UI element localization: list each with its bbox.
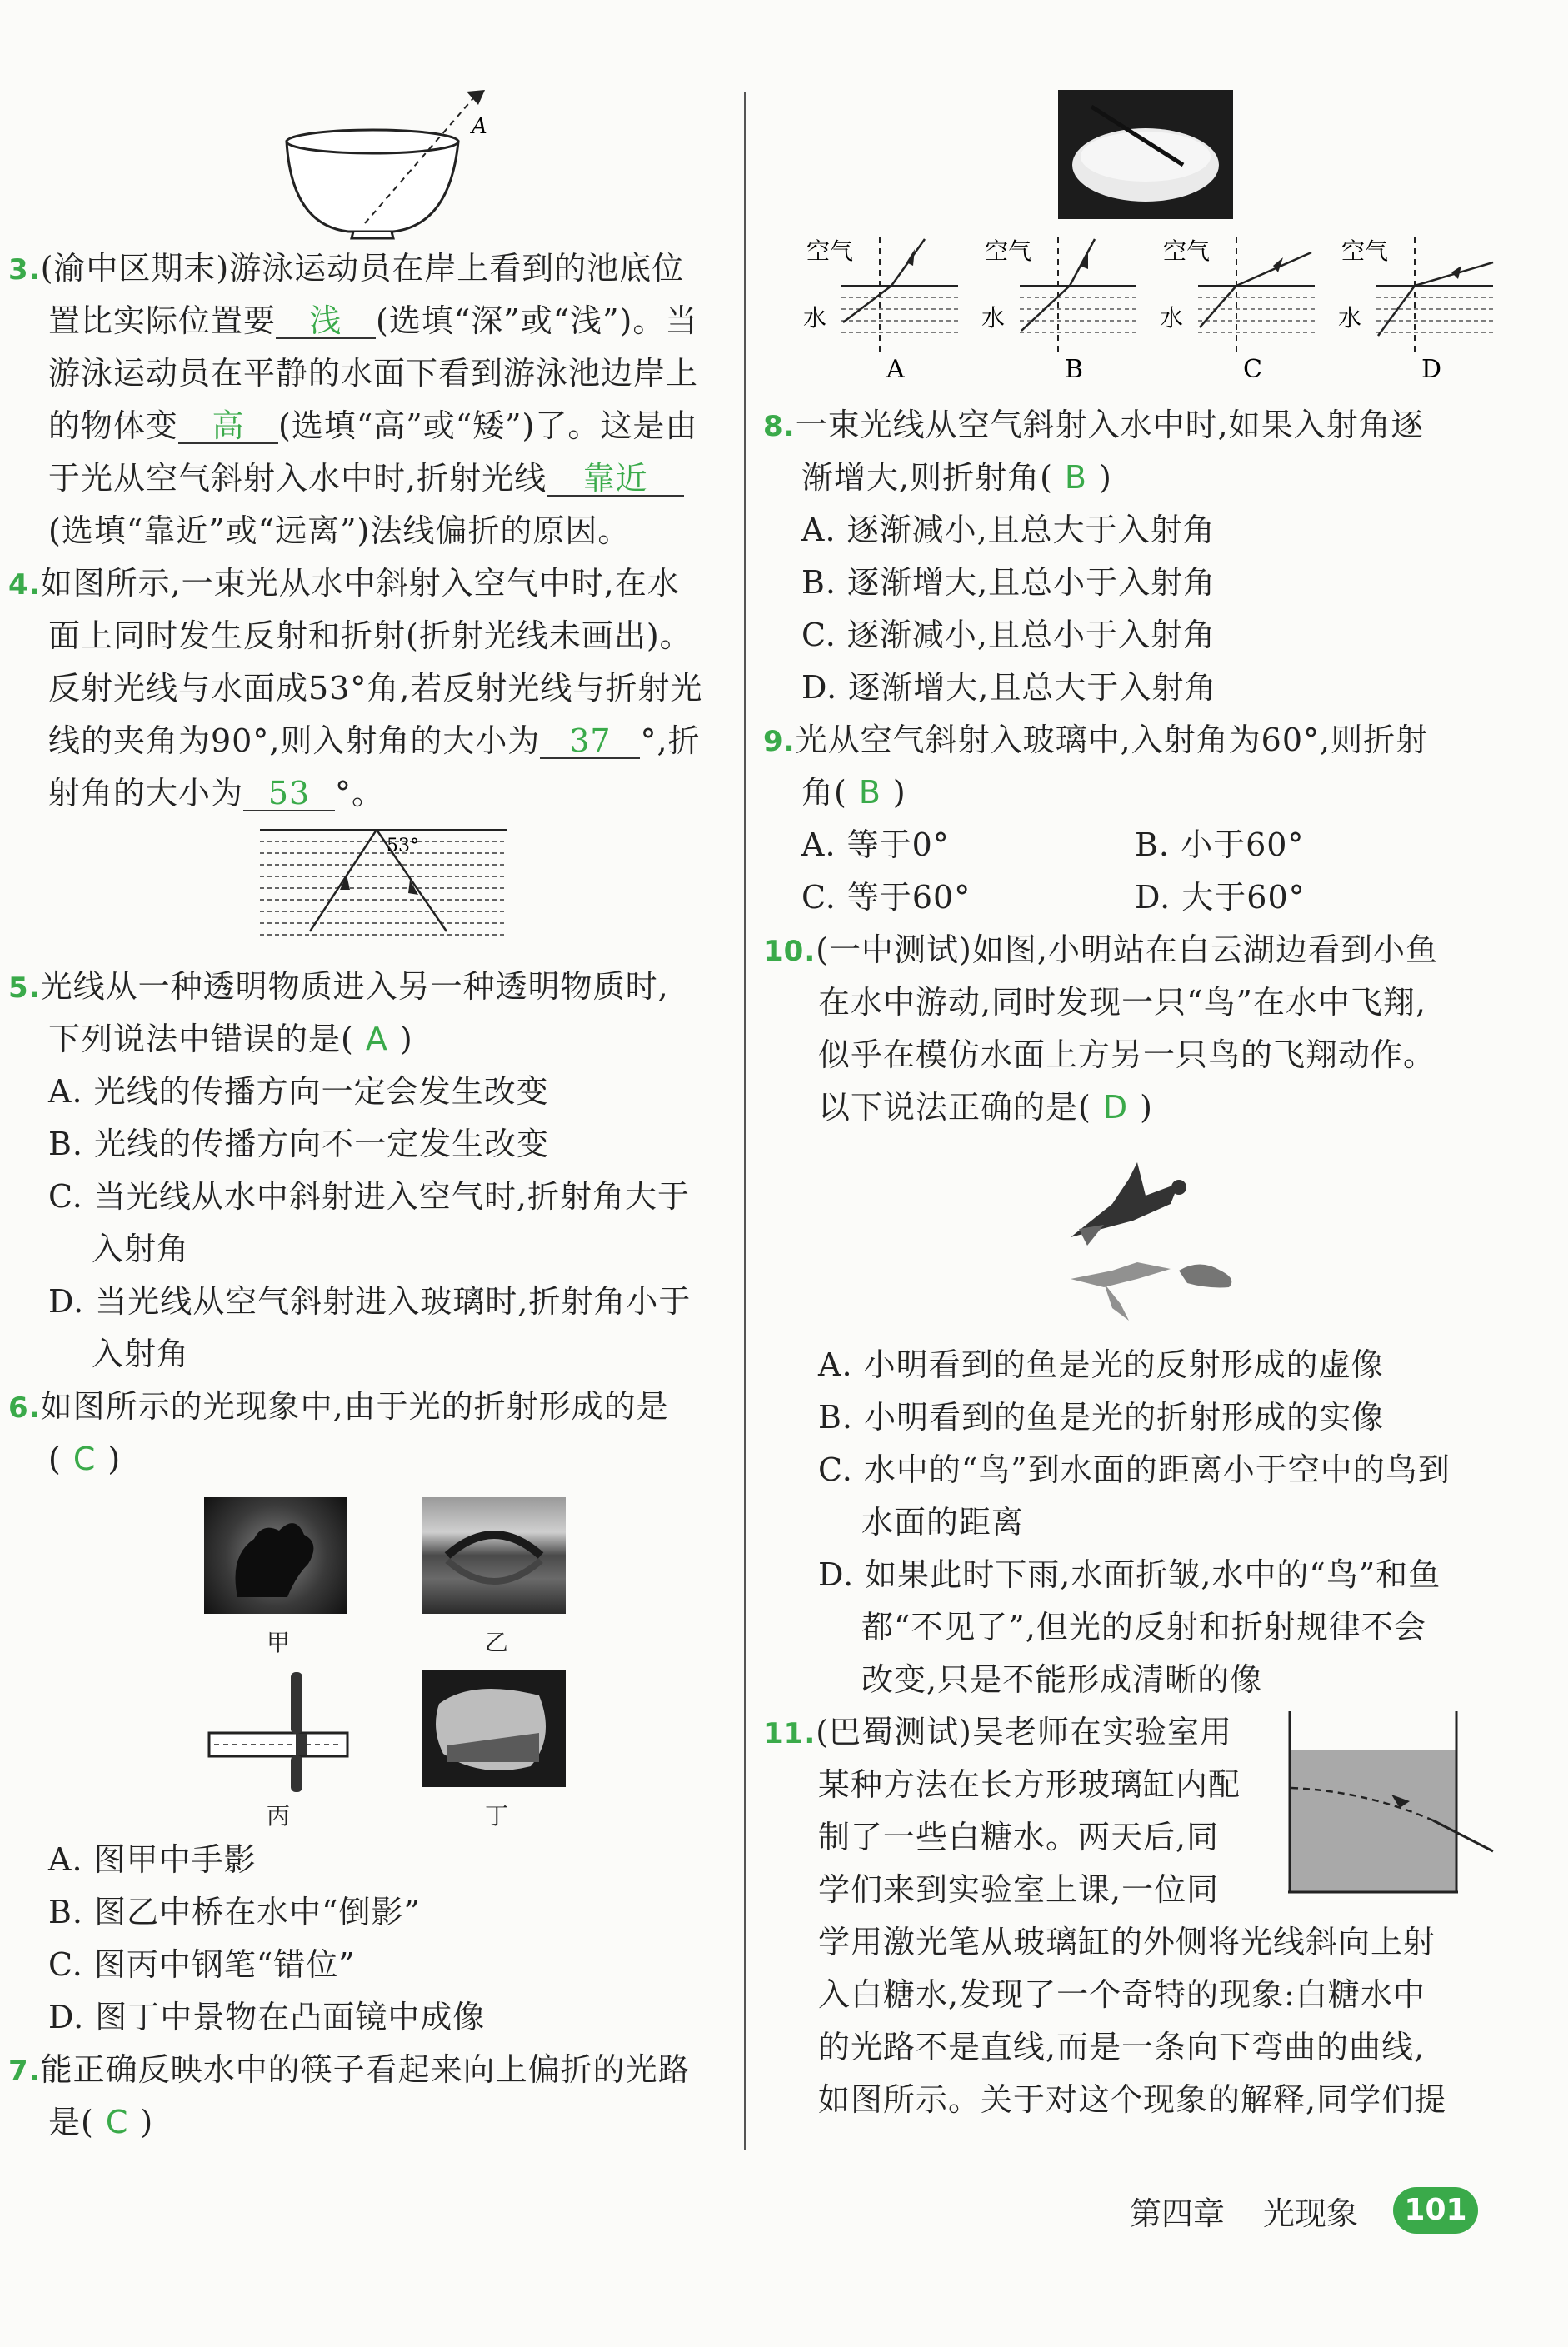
q10-line-3: 似乎在模仿水面上方另一只鸟的飞翔动作。 bbox=[818, 1036, 1436, 1073]
q6-option-b: B. 图乙中桥在水中“倒影” bbox=[48, 1894, 421, 1930]
q7-air-label-a: 空气 bbox=[806, 237, 854, 265]
q7-water-label-d: 水 bbox=[1338, 304, 1362, 332]
q7-air-label-c: 空气 bbox=[1163, 237, 1211, 265]
q7-answer: C bbox=[105, 2104, 129, 2140]
q3-line-1: 3.(渝中区期末)游泳运动员在岸上看到的池底位 bbox=[8, 250, 685, 287]
q8-option-d: D. 逐渐增大,且总大于入射角 bbox=[801, 669, 1217, 706]
sugar-water-tank-figure bbox=[1275, 1708, 1500, 1908]
q5-option-b: B. 光线的传播方向不一定发生改变 bbox=[48, 1126, 550, 1162]
q6-option-c: C. 图丙中钢笔“错位” bbox=[48, 1946, 356, 1983]
q9-option-b: B. 小于60° bbox=[1135, 826, 1305, 863]
q10-option-b: B. 小明看到的鱼是光的折射形成的实像 bbox=[818, 1399, 1385, 1436]
q9-line-2: 角( B ) bbox=[801, 774, 906, 811]
footer-title: 光现象 bbox=[1263, 2195, 1359, 2232]
q5-option-c: C. 当光线从水中斜射进入空气时,折射角大于 bbox=[48, 1178, 690, 1215]
q8-answer: B bbox=[1064, 459, 1087, 496]
q9-answer: B bbox=[858, 774, 881, 811]
q7-diagram-a bbox=[803, 237, 958, 384]
q7-number: 7. bbox=[8, 2055, 41, 2088]
q6-line-2: ( C ) bbox=[48, 1441, 122, 1477]
q10-option-d-cont-1: 都“不见了”,但光的反射和折射规律不会 bbox=[861, 1609, 1426, 1645]
bowl-label: A bbox=[472, 114, 487, 139]
q11-line-2: 某种方法在长方形玻璃缸内配 bbox=[818, 1766, 1241, 1803]
q7-water-label-a: 水 bbox=[803, 304, 827, 332]
q11-line-6: 入白糖水,发现了一个奇特的现象:白糖水中 bbox=[818, 1976, 1426, 2013]
q4-line-4: 线的夹角为90°,则入射角的大小为 37 °,折 bbox=[48, 722, 701, 759]
q7-diagram-b bbox=[981, 237, 1136, 384]
q9-option-a: A. 等于0° bbox=[801, 826, 950, 863]
q8-line-2: 渐增大,则折射角( B ) bbox=[801, 459, 1112, 496]
q10-option-a: A. 小明看到的鱼是光的反射形成的虚像 bbox=[818, 1346, 1384, 1383]
q9-line-1: 9.光从空气斜射入玻璃中,入射角为60°,则折射 bbox=[763, 722, 1429, 758]
q10-option-d: D. 如果此时下雨,水面折皱,水中的“鸟”和鱼 bbox=[818, 1556, 1441, 1593]
q4-line-5: 射角的大小为 53 °。 bbox=[48, 775, 385, 811]
caption-yi: 乙 bbox=[485, 1629, 509, 1656]
q7-water-label-b: 水 bbox=[981, 304, 1006, 332]
q9-option-c: C. 等于60° bbox=[801, 879, 971, 916]
q3-answer-3: 靠近 bbox=[547, 462, 684, 497]
q7-label-c: C bbox=[1243, 355, 1262, 384]
caption-jia: 甲 bbox=[267, 1629, 291, 1656]
q10-option-c-cont: 水面的距离 bbox=[861, 1504, 1025, 1541]
q7-diagram-c bbox=[1160, 237, 1315, 384]
q11-line-3: 制了一些白糖水。两天后,同 bbox=[818, 1819, 1220, 1855]
q11-line-4: 学们来到实验室上课,一位同 bbox=[818, 1871, 1220, 1908]
photo-chopstick-bowl bbox=[1058, 90, 1233, 219]
q6-line-1: 6.如图所示的光现象中,由于光的折射形成的是 bbox=[8, 1388, 669, 1425]
q4-reflection-figure bbox=[260, 825, 510, 950]
q7-air-label-b: 空气 bbox=[985, 237, 1032, 265]
q3-answer-1: 浅 bbox=[276, 304, 376, 339]
q10-number: 10. bbox=[763, 935, 816, 968]
q7-water-label-c: 水 bbox=[1160, 304, 1184, 332]
q5-option-d-cont: 入射角 bbox=[92, 1336, 190, 1372]
photo-hand-shadow bbox=[204, 1497, 347, 1614]
q11-line-1: 11.(巴蜀测试)吴老师在实验室用 bbox=[763, 1714, 1232, 1750]
q4-number: 4. bbox=[8, 568, 41, 602]
q6-option-d: D. 图丁中景物在凸面镜中成像 bbox=[48, 1999, 486, 2035]
birds-figure bbox=[1054, 1146, 1254, 1337]
footer-chapter: 第四章 bbox=[1130, 2195, 1226, 2232]
q9-number: 9. bbox=[763, 725, 796, 758]
q7-label-d: D bbox=[1421, 355, 1442, 384]
q10-answer: D bbox=[1102, 1089, 1129, 1126]
caption-ding: 丁 bbox=[485, 1802, 509, 1830]
q10-line-1: 10.(一中测试)如图,小明站在白云湖边看到小鱼 bbox=[763, 931, 1438, 968]
q11-line-7: 的光路不是直线,而是一条向下弯曲的曲线, bbox=[818, 2029, 1426, 2065]
pen-in-glass-figure bbox=[204, 1670, 354, 1795]
q4-answer-2: 53 bbox=[243, 777, 335, 811]
q7-line-2: 是( C ) bbox=[48, 2104, 154, 2140]
q10-line-4: 以下说法正确的是( D ) bbox=[818, 1089, 1153, 1126]
q8-option-c: C. 逐渐减小,且总小于入射角 bbox=[801, 617, 1216, 653]
q3-answer-2: 高 bbox=[178, 409, 278, 444]
q8-option-a: A. 逐渐减小,且总大于入射角 bbox=[801, 512, 1216, 548]
q11-number: 11. bbox=[763, 1717, 816, 1750]
photo-bridge-reflection bbox=[422, 1497, 566, 1614]
q4-angle-label: 53° bbox=[387, 836, 419, 856]
q4-line-2: 面上同时发生反射和折射(折射光线未画出)。 bbox=[48, 617, 692, 654]
q7-diagrams bbox=[800, 229, 1566, 387]
q7-line-1: 7.能正确反映水中的筷子看起来向上偏折的光路 bbox=[8, 2051, 691, 2088]
q5-number: 5. bbox=[8, 971, 41, 1005]
q6-option-a: A. 图甲中手影 bbox=[48, 1841, 257, 1878]
q8-option-b: B. 逐渐增大,且总小于入射角 bbox=[801, 564, 1216, 601]
q7-air-label-d: 空气 bbox=[1341, 237, 1389, 265]
q11-line-8: 如图所示。关于对这个现象的解释,同学们提 bbox=[818, 2081, 1447, 2118]
q4-answer-1: 37 bbox=[540, 724, 640, 759]
q7-label-a: A bbox=[886, 355, 905, 384]
q3-line-5: 于光从空气斜射入水中时,折射光线 靠近 bbox=[48, 458, 684, 498]
q10-option-c: C. 水中的“鸟”到水面的距离小于空中的鸟到 bbox=[818, 1451, 1451, 1488]
q3-number: 3. bbox=[8, 253, 41, 287]
q6-number: 6. bbox=[8, 1391, 41, 1425]
q5-line-1: 5.光线从一种透明物质进入另一种透明物质时, bbox=[8, 968, 669, 1005]
q7-label-b: B bbox=[1065, 355, 1084, 384]
q3-line-2: 置比实际位置要 浅 (选填“深”或“浅”)。当 bbox=[48, 302, 698, 339]
caption-bing: 丙 bbox=[267, 1802, 291, 1830]
q6-answer: C bbox=[72, 1441, 97, 1477]
q7-diagram-d bbox=[1338, 237, 1493, 384]
q5-option-d: D. 当光线从空气斜射进入玻璃时,折射角小于 bbox=[48, 1283, 692, 1320]
q3-line-4: 的物体变 高 (选填“高”或“矮”)了。这是由 bbox=[48, 407, 698, 444]
q8-number: 8. bbox=[763, 410, 796, 443]
q9-option-d: D. 大于60° bbox=[1135, 879, 1306, 916]
photo-convex-mirror bbox=[422, 1670, 566, 1787]
q11-line-5: 学用激光笔从玻璃缸的外侧将光线斜向上射 bbox=[818, 1924, 1436, 1960]
bowl-figure bbox=[275, 83, 508, 242]
column-divider bbox=[744, 92, 746, 2150]
q5-answer: A bbox=[365, 1021, 388, 1057]
q10-option-d-cont-2: 改变,只是不能形成清晰的像 bbox=[861, 1661, 1263, 1698]
q3-line-6: (选填“靠近”或“远离”)法线偏折的原因。 bbox=[48, 512, 631, 549]
q5-option-a: A. 光线的传播方向一定会发生改变 bbox=[48, 1073, 549, 1110]
q4-line-1: 4.如图所示,一束光从水中斜射入空气中时,在水 bbox=[8, 565, 680, 602]
q5-option-c-cont: 入射角 bbox=[92, 1231, 190, 1267]
q3-line-3: 游泳运动员在平静的水面下看到游泳池边岸上 bbox=[48, 355, 699, 392]
page-number-badge: 101 bbox=[1393, 2187, 1478, 2234]
q10-line-2: 在水中游动,同时发现一只“鸟”在水中飞翔, bbox=[818, 984, 1427, 1021]
q8-line-1: 8.一束光线从空气斜射入水中时,如果入射角逐 bbox=[763, 407, 1424, 443]
q5-line-2: 下列说法中错误的是( A ) bbox=[48, 1021, 413, 1057]
q4-line-3: 反射光线与水面成53°角,若反射光线与折射光 bbox=[48, 670, 703, 707]
